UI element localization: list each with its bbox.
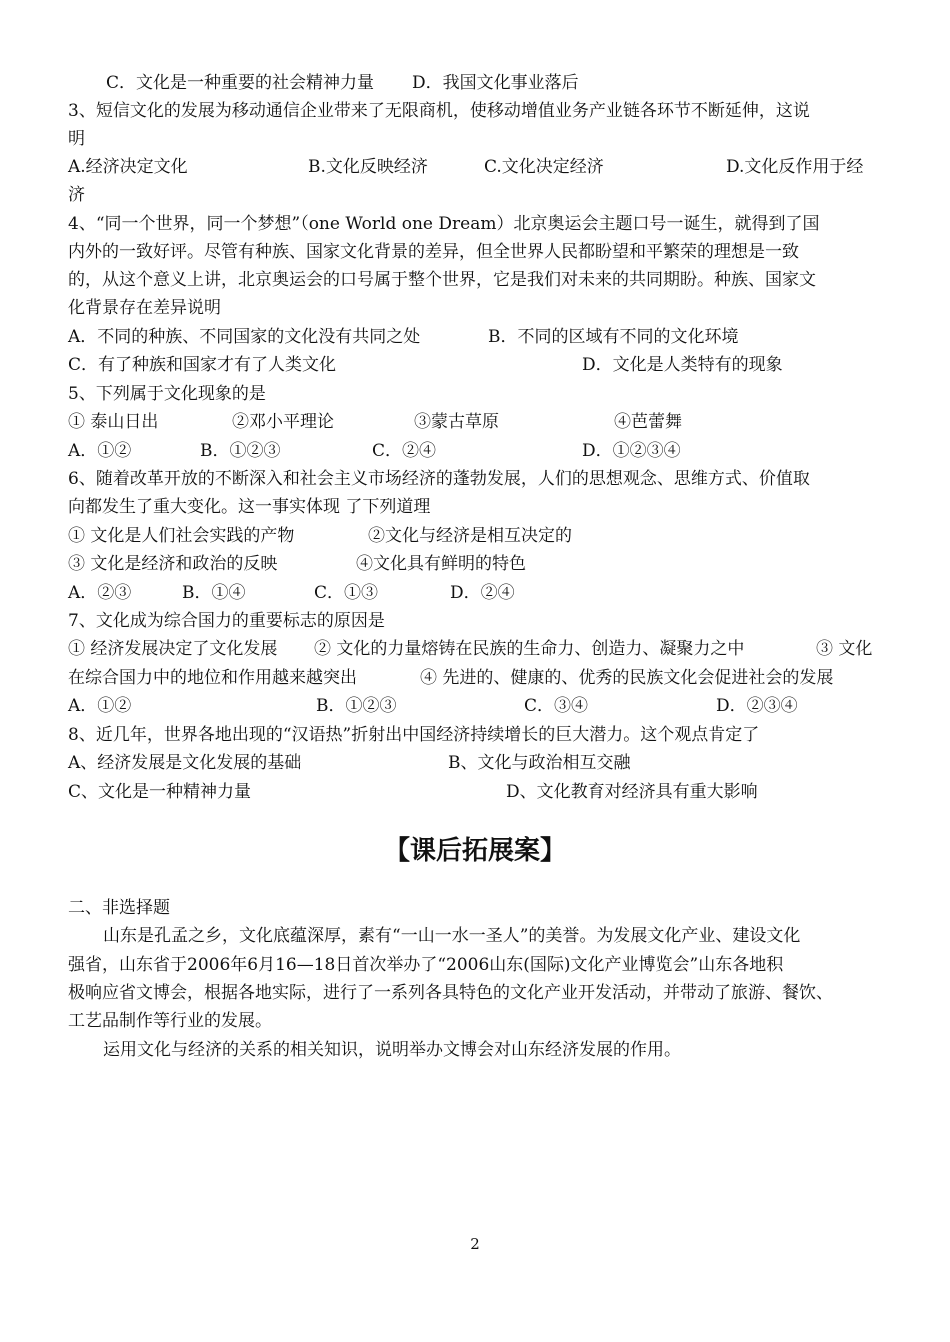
q6-item-4: ④文化具有鲜明的特色 (356, 554, 526, 574)
q4-stem-line-4: 化背景存在差异说明 (68, 298, 221, 318)
q4-option-a: A．不同的种族、不同国家的文化没有共同之处 (68, 327, 421, 347)
q8-option-a: A、经济发展是文化发展的基础 (68, 753, 302, 773)
q6-stem-line-1: 6、随着改革开放的不断深入和社会主义市场经济的蓬勃发展，人们的思想观念、思维方式、价值取 (68, 469, 810, 489)
q3-stem-line-1: 3、短信文化的发展为移动通信企业带来了无限商机，使移动增值业务产业链各环节不断延伸，这说 (68, 101, 810, 121)
q4-stem-line-3: 的，从这个意义上讲，北京奥运会的口号属于整个世界，它是我们对未来的共同期盼。种族、国家文 (68, 270, 816, 290)
q8-stem: 8、近几年，世界各地出现的“汉语热”折射出中国经济持续增长的巨大潜力。这个观点肯定了 (68, 725, 760, 745)
q7-item-4: ④ 先进的、健康的、优秀的民族文化会促进社会的发展 (420, 668, 834, 688)
q4-stem-line-1: 4、“同一个世界，同一个梦想”（one World one Dream）北京奥运会主题口号一诞生，就得到了国 (68, 214, 820, 234)
q5-option-b: B．①②③ (200, 441, 281, 461)
q8-option-c: C、文化是一种精神力量 (68, 782, 252, 802)
q5-option-a: A．①② (68, 441, 132, 461)
q6-item-1: ① 文化是人们社会实践的产物 (68, 526, 295, 546)
q3-option-continuation: 济 (68, 185, 85, 205)
part2-para-line-4: 工艺品制作等行业的发展。 (68, 1011, 272, 1031)
q8-option-d: D、文化教育对经济具有重大影响 (506, 782, 758, 802)
q3-stem-line-2: 明 (68, 129, 85, 149)
q7-item-1: ① 经济发展决定了文化发展 (68, 639, 278, 659)
q2-option-c: C．文化是一种重要的社会精神力量 (106, 73, 375, 93)
part2-para-line-3: 极响应省文博会，根据各地实际，进行了一系列各具特色的文化产业开发活动，并带动了旅游、餐饮、 (68, 983, 833, 1003)
q6-stem-line-2: 向都发生了重大变化。这一事实体现 了下列道理 (68, 497, 431, 517)
q6-item-2: ②文化与经济是相互决定的 (368, 526, 572, 546)
q7-item-3-start: ③ 文化 (816, 639, 873, 659)
q5-item-2: ②邓小平理论 (232, 412, 334, 432)
part2-para-line-2: 强省，山东省于2006年6月16—18日首次举办了“2006山东(国际)文化产业博览会”山东各地积 (68, 955, 784, 975)
q3-option-b: B.文化反映经济 (308, 157, 428, 177)
q5-stem: 5、下列属于文化现象的是 (68, 384, 266, 404)
q5-option-c: C．②④ (372, 441, 437, 461)
q3-option-d: D.文化反作用于经 (726, 157, 864, 177)
q6-item-3: ③ 文化是经济和政治的反映 (68, 554, 278, 574)
q7-option-b: B．①②③ (316, 696, 397, 716)
q8-option-b: B、文化与政治相互交融 (448, 753, 631, 773)
q3-option-a: A.经济决定文化 (68, 157, 188, 177)
q7-item-3-end: 在综合国力中的地位和作用越来越突出 (68, 668, 357, 688)
part2-task: 运用文化与经济的关系的相关知识，说明举办文博会对山东经济发展的作用。 (103, 1040, 681, 1060)
q4-option-d: D．文化是人类特有的现象 (582, 355, 783, 375)
section-title: 【课后拓展案】 (383, 836, 566, 866)
q4-option-c: C．有了种族和国家才有了人类文化 (68, 355, 337, 375)
q7-option-d: D．②③④ (716, 696, 798, 716)
part2-heading: 二、非选择题 (68, 898, 170, 918)
q7-option-a: A．①② (68, 696, 132, 716)
q4-stem-line-2: 内外的一致好评。尽管有种族、国家文化背景的差异，但全世界人民都盼望和平繁荣的理想是一致 (68, 242, 799, 262)
q6-option-c: C．①③ (314, 583, 379, 603)
q6-option-b: B．①④ (182, 583, 246, 603)
q6-option-a: A．②③ (68, 583, 132, 603)
q6-option-d: D．②④ (450, 583, 515, 603)
part2-para-line-1: 山东是孔孟之乡，文化底蕴深厚，素有“一山一水一圣人”的美誉。为发展文化产业、建设文化 (103, 926, 801, 946)
q7-item-2: ② 文化的力量熔铸在民族的生命力、创造力、凝聚力之中 (314, 639, 745, 659)
q4-option-b: B．不同的区域有不同的文化环境 (488, 327, 739, 347)
q2-option-d: D．我国文化事业落后 (412, 73, 579, 93)
q5-item-3: ③蒙古草原 (414, 412, 499, 432)
q3-option-c: C.文化决定经济 (484, 157, 604, 177)
q7-stem: 7、文化成为综合国力的重要标志的原因是 (68, 611, 385, 631)
q7-option-c: C．③④ (524, 696, 589, 716)
q5-item-4: ④芭蕾舞 (614, 412, 682, 432)
q5-item-1: ① 泰山日出 (68, 412, 159, 432)
q5-option-d: D．①②③④ (582, 441, 681, 461)
page-number: 2 (470, 1235, 480, 1253)
